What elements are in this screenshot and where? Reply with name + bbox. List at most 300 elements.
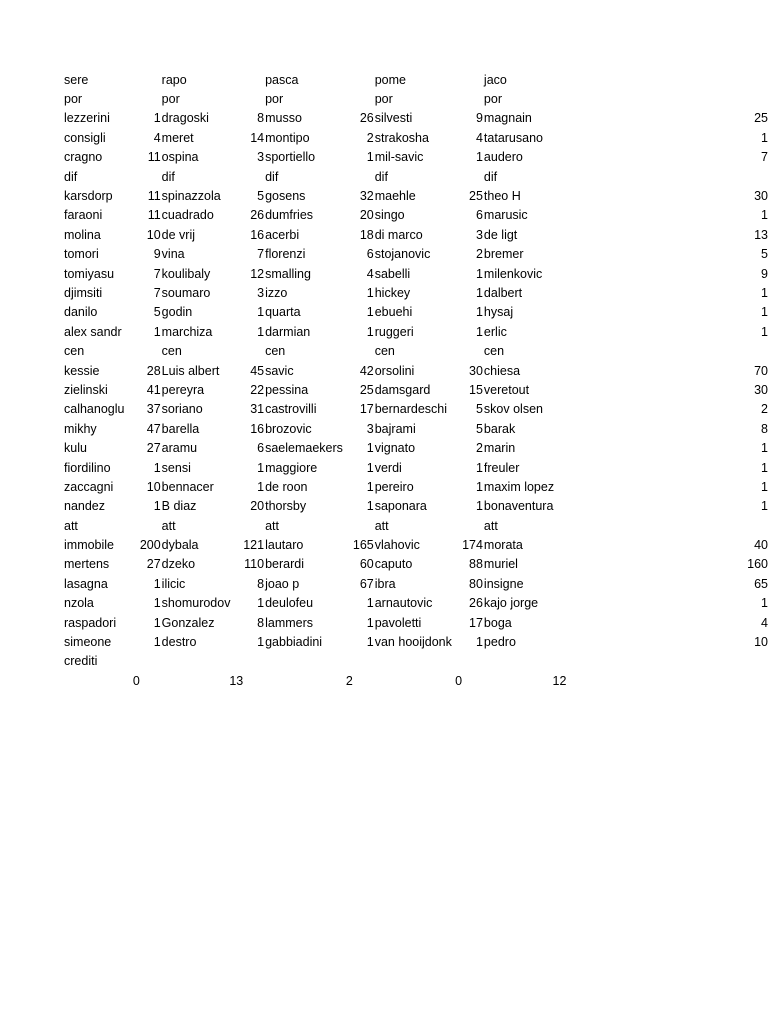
player-value: 1 [475, 479, 483, 494]
player-value: 13 [754, 227, 768, 242]
player-name: dragoski [161, 111, 209, 126]
player-value: 1 [366, 441, 374, 456]
player-value: 1 [475, 635, 483, 650]
table-row [63, 535, 768, 554]
player-name: alex sandr [64, 324, 122, 339]
player-value: 1 [366, 596, 374, 611]
player-value: 121 [243, 538, 265, 553]
section-label: dif [64, 169, 78, 184]
player-name: maggiore [265, 460, 318, 475]
player-name: calhanoglu [64, 402, 125, 417]
player-value: 22 [250, 382, 265, 397]
player-name: erlic [483, 324, 507, 339]
player-name: muriel [483, 557, 518, 572]
player-name: veretout [483, 382, 530, 397]
player-value: 4 [366, 266, 374, 281]
player-name: zielinski [64, 382, 108, 397]
sheet-body [63, 70, 768, 691]
player-name: mertens [64, 557, 110, 572]
player-name: sportiello [265, 150, 316, 165]
player-name: pessina [265, 382, 309, 397]
player-value: 30 [469, 363, 483, 378]
empty-cell [566, 671, 768, 690]
player-value: 1 [153, 499, 161, 514]
player-name: pereyra [161, 382, 205, 397]
player-name: destro [161, 635, 197, 650]
player-name: raspadori [64, 615, 117, 630]
player-value: 5 [761, 247, 768, 262]
player-value: 16 [250, 227, 265, 242]
player-value: 1 [761, 460, 768, 475]
player-value: 165 [352, 538, 374, 553]
column-header: pome [374, 72, 407, 87]
player-value: 17 [469, 615, 483, 630]
player-name: vina [161, 247, 185, 262]
player-value: 25 [359, 382, 374, 397]
table-row [63, 458, 768, 477]
empty-cell [462, 341, 483, 360]
section-row-att [63, 516, 768, 535]
player-name: ilicic [161, 576, 186, 591]
player-name: bernardeschi [374, 402, 447, 417]
player-name: mikhy [64, 421, 97, 436]
table-row [63, 438, 768, 457]
player-value: 1 [366, 460, 374, 475]
player-value: 1 [366, 635, 374, 650]
player-value: 31 [250, 402, 265, 417]
player-name: immobile [64, 538, 115, 553]
empty-cell [243, 341, 264, 360]
empty-cell [566, 70, 768, 89]
table-row [63, 283, 768, 302]
player-value: 8 [257, 576, 265, 591]
player-value: 11 [147, 150, 161, 165]
player-name: darmian [265, 324, 311, 339]
section-label: att [483, 518, 498, 533]
player-name: maehle [374, 189, 416, 204]
player-name: boga [483, 615, 512, 630]
credits-value: 12 [552, 673, 567, 688]
player-value: 10 [146, 479, 161, 494]
player-value: 160 [747, 557, 768, 572]
empty-cell [353, 652, 374, 671]
empty-cell [353, 341, 374, 360]
table-row [63, 128, 768, 147]
player-name: danilo [64, 305, 98, 320]
player-value: 10 [754, 635, 768, 650]
credits-value: 2 [345, 673, 353, 688]
player-name: thorsby [265, 499, 307, 514]
player-name: simeone [64, 635, 112, 650]
player-name: soumaro [161, 285, 211, 300]
player-value: 1 [761, 324, 768, 339]
table-row [63, 225, 768, 244]
player-value: 1 [257, 596, 265, 611]
section-row-dif [63, 167, 768, 186]
player-value: 1 [761, 499, 768, 514]
empty-cell [353, 70, 374, 89]
player-name: ruggeri [374, 324, 414, 339]
player-name: florenzi [265, 247, 306, 262]
player-name: faraoni [64, 208, 103, 223]
player-value: 1 [257, 635, 265, 650]
player-value: 9 [761, 266, 768, 281]
player-value: 3 [475, 227, 483, 242]
credits-value: 13 [229, 673, 244, 688]
player-value: 14 [250, 130, 265, 145]
player-name: aramu [161, 441, 198, 456]
player-name: B diaz [161, 499, 197, 514]
player-value: 7 [761, 150, 768, 165]
player-name: bennacer [161, 479, 214, 494]
fantasy-roster-sheet [63, 70, 768, 691]
empty-cell [243, 89, 264, 108]
player-name: kessie [64, 363, 100, 378]
player-value: 16 [250, 421, 265, 436]
player-value: 11 [147, 189, 161, 204]
player-value: 1 [153, 615, 161, 630]
empty-cell [140, 167, 161, 186]
player-name: koulibaly [161, 266, 211, 281]
player-value: 15 [469, 382, 483, 397]
player-value: 1 [257, 479, 265, 494]
player-name: marchiza [161, 324, 213, 339]
player-value: 7 [153, 266, 161, 281]
player-value: 2 [475, 441, 483, 456]
player-value: 3 [257, 285, 265, 300]
empty-cell [566, 341, 768, 360]
player-name: freuler [483, 460, 520, 475]
player-name: marusic [483, 208, 528, 223]
table-row [63, 264, 768, 283]
player-value: 20 [359, 208, 374, 223]
player-name: hysaj [483, 305, 514, 320]
player-name: milenkovic [483, 266, 543, 281]
empty-cell [462, 516, 483, 535]
player-name: strakosha [374, 130, 429, 145]
player-value: 1 [366, 305, 374, 320]
player-value: 1 [153, 111, 161, 126]
player-name: damsgard [374, 382, 431, 397]
section-label: att [374, 518, 389, 533]
column-header: sere [64, 72, 89, 87]
player-value: 1 [761, 441, 768, 456]
section-label: att [265, 518, 279, 533]
section-label: por [483, 92, 502, 107]
player-value: 1 [153, 596, 161, 611]
player-value: 9 [153, 247, 161, 262]
empty-cell [462, 652, 483, 671]
player-name: godin [161, 305, 193, 320]
player-name: bajrami [374, 421, 416, 436]
player-value: 8 [257, 111, 265, 126]
section-label: dif [265, 169, 279, 184]
player-value: 32 [359, 189, 374, 204]
table-row [63, 613, 768, 632]
player-name: verdi [374, 460, 402, 475]
player-name: acerbi [265, 227, 300, 242]
player-name: fiordilino [64, 460, 111, 475]
player-value: 30 [754, 382, 768, 397]
empty-cell [243, 516, 264, 535]
empty-cell [566, 89, 768, 108]
table-row [63, 400, 768, 419]
player-name: dzeko [161, 557, 196, 572]
player-value: 1 [153, 635, 161, 650]
table-row [63, 245, 768, 264]
player-value: 1 [366, 285, 374, 300]
player-value: 200 [139, 538, 161, 553]
player-name: kulu [64, 441, 87, 456]
player-name: saelemaekers [265, 441, 343, 456]
player-value: 1 [475, 324, 483, 339]
player-name: silvesti [374, 111, 413, 126]
table-row [63, 186, 768, 205]
player-value: 1 [153, 576, 161, 591]
player-value: 60 [359, 557, 374, 572]
empty-cell [243, 70, 264, 89]
player-value: 42 [359, 363, 374, 378]
player-name: insigne [483, 576, 524, 591]
player-value: 1 [366, 499, 374, 514]
section-label: por [265, 92, 284, 107]
player-value: 1 [761, 285, 768, 300]
column-header: pasca [265, 72, 299, 87]
empty-cell [566, 516, 768, 535]
player-name: di marco [374, 227, 423, 242]
player-name: deulofeu [265, 596, 314, 611]
player-value: 11 [147, 208, 161, 223]
empty-cell [140, 516, 161, 535]
player-value: 1 [475, 150, 483, 165]
player-value: 8 [761, 421, 768, 436]
credits-label-row [63, 652, 768, 671]
player-name: smalling [265, 266, 311, 281]
player-name: vignato [374, 441, 416, 456]
table-row [63, 361, 768, 380]
player-value: 12 [250, 266, 265, 281]
player-value: 110 [244, 557, 265, 572]
player-value: 1 [366, 150, 374, 165]
empty-cell [462, 671, 483, 690]
player-name: dumfries [265, 208, 314, 223]
credits-value: 0 [455, 673, 463, 688]
player-value: 1 [761, 479, 768, 494]
player-value: 5 [153, 305, 161, 320]
player-name: bonaventura [483, 499, 554, 514]
player-value: 1 [257, 305, 265, 320]
section-label: cen [374, 344, 395, 359]
table-row [63, 380, 768, 399]
player-value: 1 [761, 130, 768, 145]
player-name: pavoletti [374, 615, 422, 630]
empty-cell [462, 70, 483, 89]
empty-cell [243, 167, 264, 186]
player-name: consigli [64, 130, 106, 145]
player-name: gosens [265, 189, 306, 204]
empty-cell [566, 167, 768, 186]
player-name: dalbert [483, 285, 523, 300]
player-name: karsdorp [64, 189, 113, 204]
section-label: dif [483, 169, 498, 184]
player-name: theo H [483, 189, 521, 204]
player-name: audero [483, 150, 523, 165]
section-row-cen [63, 341, 768, 360]
player-value: 1 [153, 460, 161, 475]
player-name: bremer [483, 247, 524, 262]
player-value: 1 [475, 460, 483, 475]
empty-cell [140, 671, 161, 690]
player-value: 1 [475, 285, 483, 300]
player-name: singo [374, 208, 405, 223]
player-value: 1 [366, 324, 374, 339]
section-label: cen [483, 344, 505, 359]
column-header: rapo [161, 72, 187, 87]
player-value: 6 [366, 247, 374, 262]
empty-cell [140, 89, 161, 108]
player-name: savic [265, 363, 294, 378]
player-name: van hooijdonk [374, 635, 452, 650]
table-row [63, 109, 768, 128]
player-value: 26 [359, 111, 374, 126]
empty-cell [140, 652, 161, 671]
player-value: 1 [761, 596, 768, 611]
player-name: quarta [265, 305, 301, 320]
player-value: 7 [153, 285, 161, 300]
section-label: por [161, 92, 180, 107]
table-row [63, 574, 768, 593]
player-value: 26 [250, 208, 265, 223]
player-name: spinazzola [161, 189, 221, 204]
player-value: 37 [146, 402, 161, 417]
table-row [63, 594, 768, 613]
player-name: cuadrado [161, 208, 214, 223]
player-name: musso [265, 111, 302, 126]
empty-cell [243, 652, 264, 671]
player-value: 25 [754, 111, 768, 126]
player-name: sensi [161, 460, 191, 475]
player-value: 1 [475, 266, 483, 281]
player-name: Luis albert [161, 363, 220, 378]
credits-label: crediti [64, 654, 98, 669]
player-value: 1 [366, 479, 374, 494]
player-value: 2 [475, 247, 483, 262]
player-name: tomori [64, 247, 99, 262]
player-name: shomurodov [161, 596, 231, 611]
player-name: lammers [265, 615, 314, 630]
player-name: maxim lopez [483, 479, 555, 494]
player-name: marin [483, 441, 516, 456]
player-value: 65 [754, 576, 768, 591]
empty-cell [353, 516, 374, 535]
section-label: dif [161, 169, 175, 184]
player-value: 9 [475, 111, 483, 126]
empty-cell [353, 167, 374, 186]
player-name: de vrij [161, 227, 196, 242]
player-value: 7 [257, 247, 265, 262]
player-value: 1 [257, 460, 265, 475]
empty-cell [140, 341, 161, 360]
credits-value: 0 [132, 673, 140, 688]
player-value: 2 [761, 402, 768, 417]
section-label: cen [64, 344, 85, 359]
table-row [63, 419, 768, 438]
player-value: 1 [153, 324, 161, 339]
player-value: 4 [153, 130, 161, 145]
player-name: brozovic [265, 421, 312, 436]
player-value: 1 [475, 499, 483, 514]
empty-cell [353, 671, 374, 690]
player-value: 47 [146, 421, 161, 436]
player-value: 174 [462, 538, 483, 553]
player-name: soriano [161, 402, 203, 417]
player-name: barak [483, 421, 516, 436]
player-value: 1 [366, 615, 374, 630]
player-name: chiesa [483, 363, 521, 378]
section-label: por [64, 92, 83, 107]
player-name: ibra [374, 576, 396, 591]
player-value: 41 [146, 382, 161, 397]
player-value: 6 [257, 441, 265, 456]
player-name: pereiro [374, 479, 414, 494]
player-value: 80 [469, 576, 483, 591]
table-row [63, 555, 768, 574]
player-name: djimsiti [64, 285, 103, 300]
player-value: 70 [754, 363, 768, 378]
empty-cell [264, 652, 353, 671]
player-name: sabelli [374, 266, 411, 281]
empty-cell [353, 89, 374, 108]
player-name: nzola [64, 596, 94, 611]
player-name: dybala [161, 538, 199, 553]
table-row [63, 322, 768, 341]
player-name: molina [64, 227, 101, 242]
table-row [63, 477, 768, 496]
player-name: lautaro [265, 538, 304, 553]
column-header: jaco [483, 72, 507, 87]
player-name: vlahovic [374, 538, 420, 553]
player-name: tomiyasu [64, 266, 115, 281]
table-row [63, 632, 768, 651]
player-value: 45 [250, 363, 265, 378]
player-name: mil-savic [374, 150, 424, 165]
player-value: 18 [359, 227, 374, 242]
player-value: 1 [761, 305, 768, 320]
player-value: 2 [366, 130, 374, 145]
empty-cell [483, 652, 567, 671]
table-row [63, 497, 768, 516]
player-name: cragno [64, 150, 103, 165]
player-value: 1 [761, 208, 768, 223]
empty-cell [462, 89, 483, 108]
player-value: 30 [754, 189, 768, 204]
section-label: dif [374, 169, 388, 184]
player-value: 28 [146, 363, 161, 378]
player-name: meret [161, 130, 194, 145]
player-value: 26 [469, 596, 483, 611]
player-name: barella [161, 421, 200, 436]
empty-cell [566, 652, 768, 671]
player-value: 27 [146, 441, 161, 456]
player-value: 88 [469, 557, 483, 572]
player-name: nandez [64, 499, 106, 514]
table-row [63, 148, 768, 167]
section-label: cen [265, 344, 286, 359]
player-name: zaccagni [64, 479, 114, 494]
player-name: berardi [265, 557, 305, 572]
player-name: Gonzalez [161, 615, 215, 630]
empty-cell [374, 652, 462, 671]
